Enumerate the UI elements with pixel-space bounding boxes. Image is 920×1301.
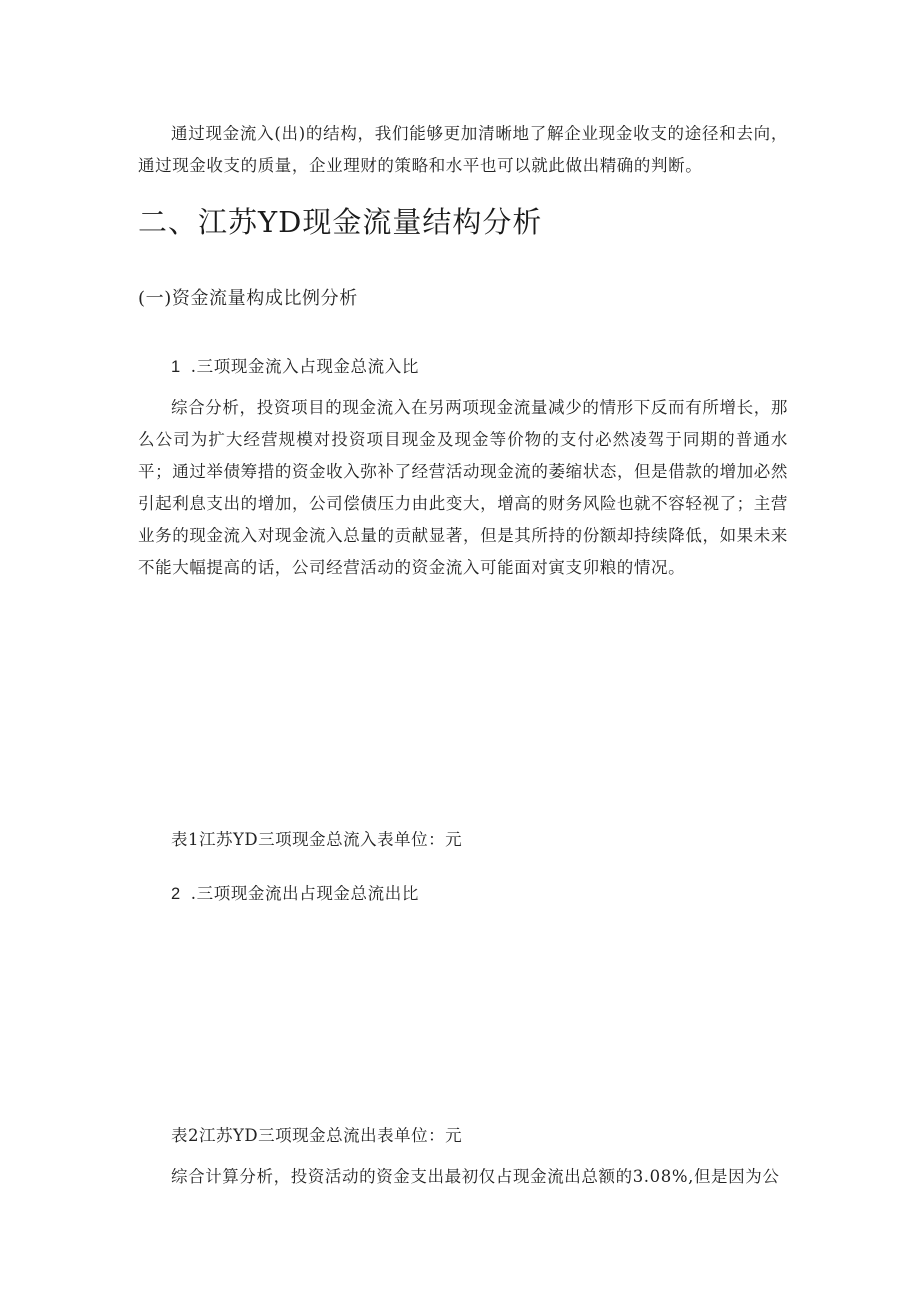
subsection-heading: (一)资金流量构成比例分析 (138, 288, 358, 309)
section-heading: 二、江苏YD现金流量结构分析 (138, 205, 543, 239)
item-2-number: 2 (171, 885, 181, 903)
item-1-heading (171, 353, 419, 377)
table-1-caption: 表1江苏YD三项现金总流入表单位：元 (171, 830, 463, 849)
intro-paragraph: 通过现金流入(出)的结构，我们能够更加清晰地了解企业现金收支的途径和去向，通过现金收支的质量，企业理财的策略和水平也可以就此做出精确的判断。 (138, 124, 788, 175)
item-1-title: .三项现金流入占现金总流入比 (190, 357, 419, 376)
analysis-paragraph: 综合分析，投资项目的现金流入在另两项现金流量减少的情形下反而有所增长，那么公司为扩大经营规模对投资项目现金及现金等价物的支付必然凌驾于同期的普通水平；通过举债筹措的资金收入弥补了经营活动现金流的萎缩状态，但是借款的增加必然引起利息支出的增加，公司偿债压力由此变大，增高的财务风险也就不容轻视了；主营业务的现金流入对现金流入总量的贡献显著，但是其所持的份额却持续降低，如果未来不能大幅提高的话，公司经营活动的资金流入可能面对寅支卯粮的情况。 (138, 398, 788, 577)
final-paragraph: 综合计算分析，投资活动的资金支出最初仅占现金流出总额的3.08%,但是因为公 (171, 1167, 780, 1186)
item-2-title: .三项现金流出占现金总流出比 (190, 884, 419, 903)
item-2-heading (171, 880, 419, 904)
table-2-caption: 表2江苏YD三项现金总流出表单位：元 (171, 1126, 463, 1145)
item-1-number: 1 (171, 358, 181, 376)
